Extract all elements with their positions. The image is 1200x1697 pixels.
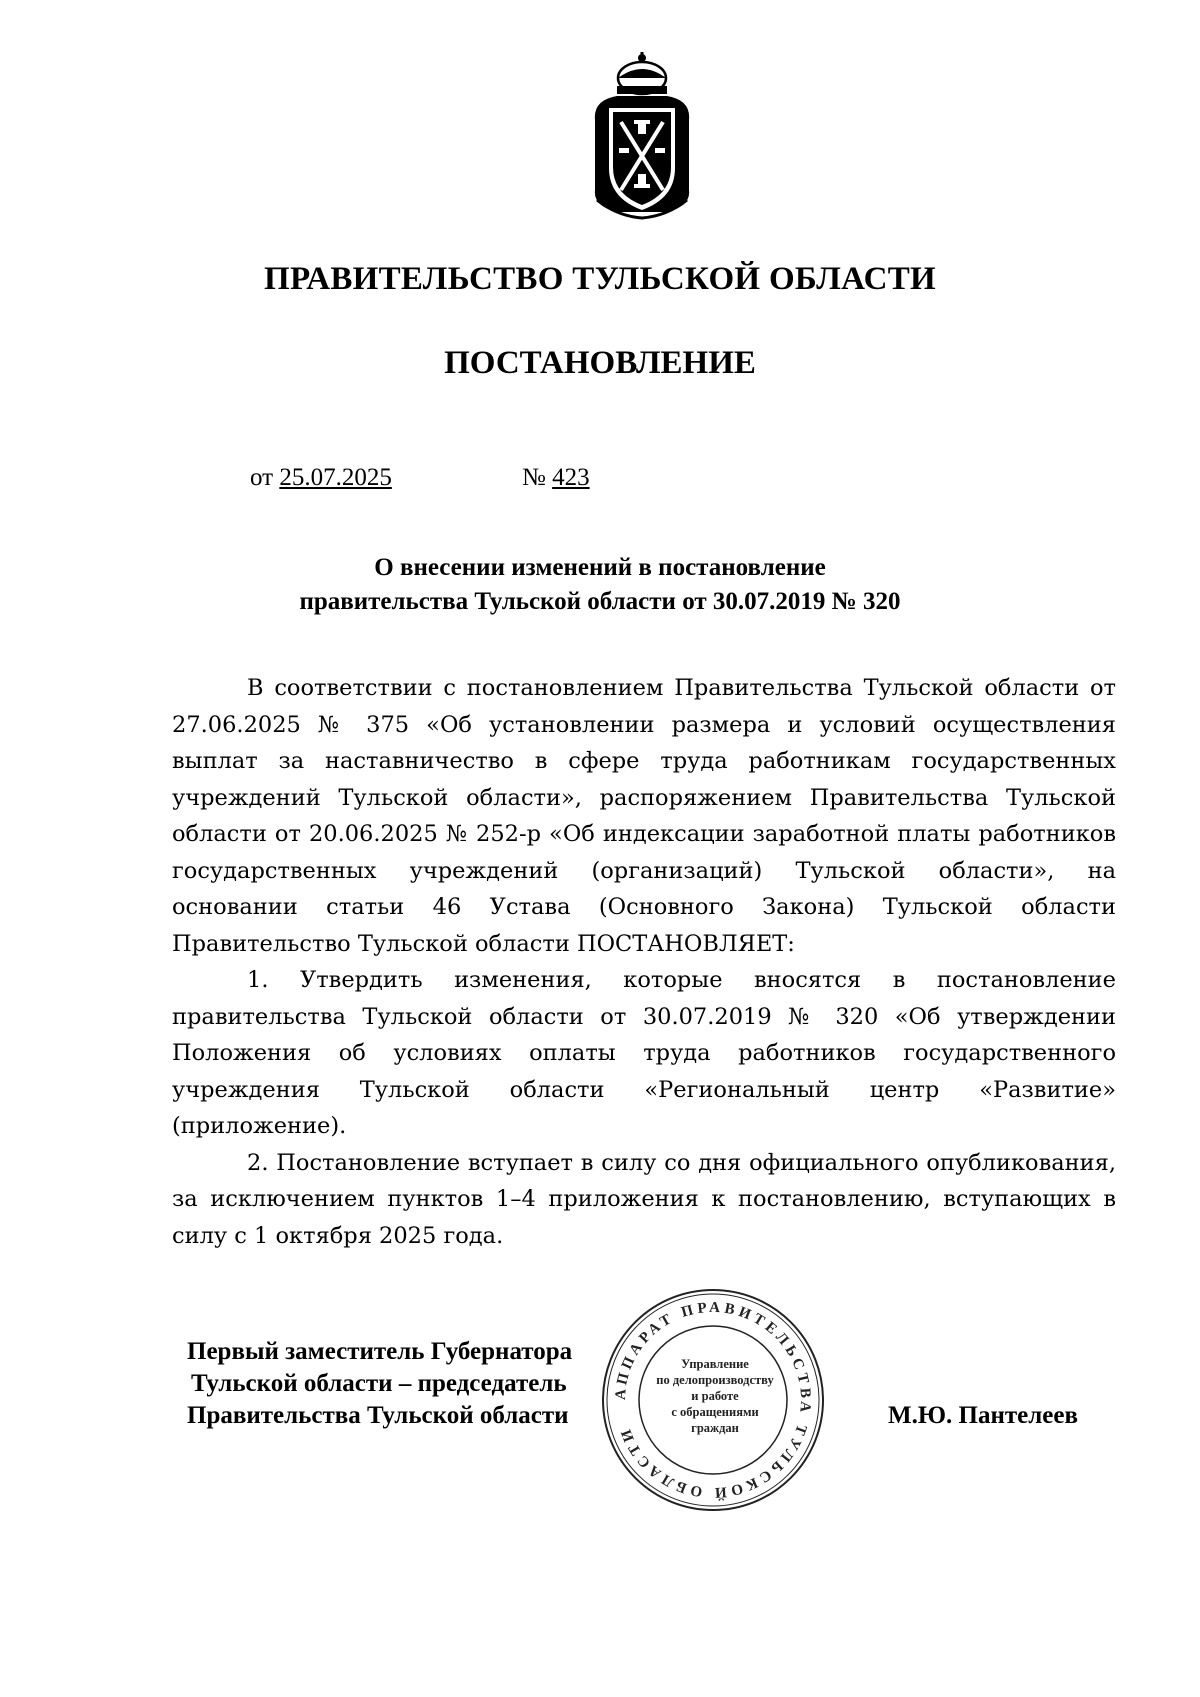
seal-line-3: и работе [691,1389,739,1403]
position-line-2: Тульской области – председатель [191,1370,567,1397]
position-line-3: Правительства Тульской области [187,1402,569,1429]
document-subject [0,551,1200,619]
seal-line-1: Управление [681,1357,749,1371]
position-line-1: Первый заместитель Губернатора [187,1338,573,1365]
coat-of-arms-icon [587,50,697,222]
organization-title: ПРАВИТЕЛЬСТВО ТУЛЬСКОЙ ОБЛАСТИ [264,261,936,297]
seal-line-5: граждан [691,1421,739,1435]
seal-line-2: по делопроизводству [656,1373,774,1387]
seal-line-4: с обращениями [671,1405,759,1419]
document-date [250,462,392,494]
signer-name: М.Ю. Пантелеев [888,1402,1078,1429]
document-body [172,670,1116,1254]
subject-line-2: правительства Тульской области от 30.07.2019 № 320 [299,588,901,615]
number-value: 423 [552,464,590,491]
preamble-paragraph: В соответствии с постановлением Правительства Тульской области от 27.06.2025 № 375 «Об установлении размера и условий осуществления выплат за наставничество в сфере труда работникам государственных учреждений Тульской области», распоряжением Правительства Тульской области от 20.06.2025 № 252-р «Об индексации заработной платы работников государственных учреждений (организаций) Тульской области», на основании статьи 46 Устава (Основного Закона) Тульской области Правительство Тульской области ПОСТАНОВЛЯЕТ: [172,675,1116,957]
document-type: ПОСТАНОВЛЕНИЕ [444,345,756,381]
seal-inner-text [640,1356,790,1436]
item-1-paragraph: 1. Утвердить изменения, которые вносятся в постановление правительства Тульской области от 30.07.2019 № 320 «Об утверждении Положения об условиях оплаты труда работников государственного учреждения Тульской области «Региональный центр «Развитие» (приложение). [172,967,1116,1139]
date-value: 25.07.2025 [279,464,392,491]
document-number [522,462,590,494]
signatory-position [187,1336,572,1432]
date-prefix: от [250,464,274,491]
item-2-paragraph: 2. Постановление вступает в силу со дня официального опубликования, за исключением пунктов 1–4 приложения к постановлению, вступающих в силу с 1 октября 2025 года. [172,1149,1116,1249]
seal-ring-text: АППАРАТ ПРАВИТЕЛЬСТВА ТУЛЬСКОЙ ОБЛАСТИ [612,1299,814,1501]
subject-line-1: О внесении изменений в постановление [374,554,826,581]
number-prefix: № [522,464,546,491]
